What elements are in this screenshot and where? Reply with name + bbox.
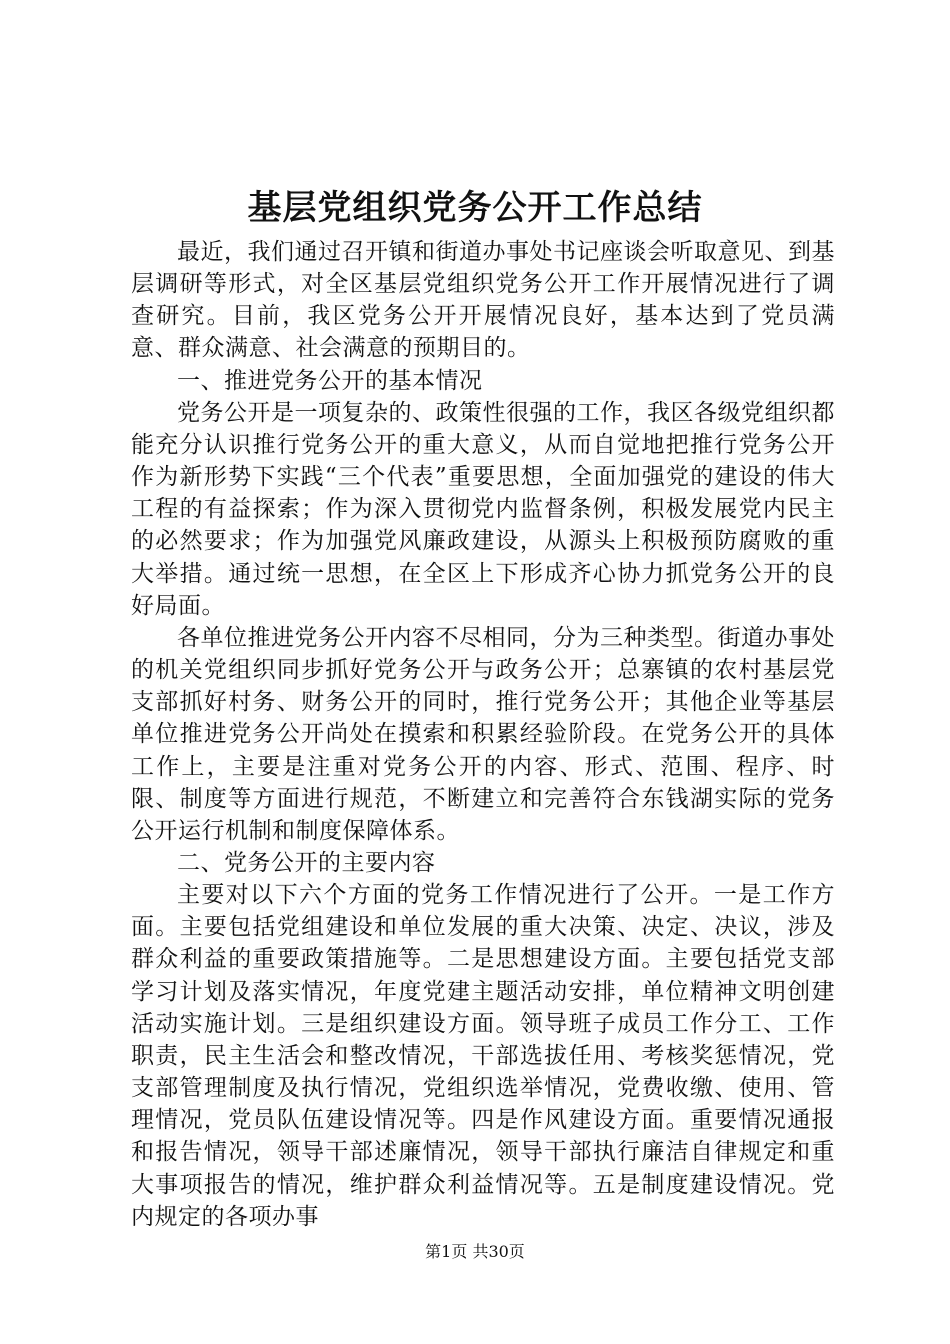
paragraph-intro: 最近，我们通过召开镇和街道办事处书记座谈会听取意见、到基层调研等形式，对全区基层党组织党务公开工作开展情况进行了调查研究。目前，我区党务公开开展情况良好，基本达到了党员满意、群众满意、社会满意的预期目的。	[131, 239, 835, 362]
section-heading-2: 二、党务公开的主要内容	[177, 849, 436, 876]
document-body	[131, 236, 835, 1233]
paragraph-section1-a: 党务公开是一项复杂的、政策性很强的工作，我区各级党组织都能充分认识推行党务公开的重大意义，从而自觉地把推行党务公开作为新形势下实践“三个代表”重要思想，全面加强党的建设的伟大工程的有益探索；作为深入贯彻党内监督条例，积极发展党内民主的必然要求；作为加强党风廉政建设，从源头上积极预防腐败的重大举措。通过统一思想，在全区上下形成齐心协力抓党务公开的良好局面。	[131, 399, 835, 619]
paragraph-section2-a: 主要对以下六个方面的党务工作情况进行了公开。一是工作方面。主要包括党组建设和单位发展的重大决策、决定、决议，涉及群众利益的重要政策措施等。二是思想建设方面。主要包括党支部学习计划及落实情况，年度党建主题活动安排，单位精神文明创建活动实施计划。三是组织建设方面。领导班子成员工作分工、工作职责，民主生活会和整改情况，干部选拔任用、考核奖惩情况，党支部管理制度及执行情况，党组织选举情况，党费收缴、使用、管理情况，党员队伍建设情况等。四是作风建设方面。重要情况通报和报告情况，领导干部述廉情况，领导干部执行廉洁自律规定和重大事项报告的情况，维护群众利益情况等。五是制度建设情况。党内规定的各项办事	[131, 882, 835, 1230]
page-footer: 第1页 共30页	[425, 1242, 525, 1261]
document-title: 基层党组织党务公开工作总结	[247, 188, 703, 228]
section-heading-1: 一、推进党务公开的基本情况	[177, 367, 483, 394]
paragraph-section1-b: 各单位推进党务公开内容不尽相同，分为三种类型。街道办事处的机关党组织同步抓好党务公开与政务公开；总寨镇的农村基层党支部抓好村务、财务公开的同时，推行党务公开；其他企业等基层单位推进党务公开尚处在摸索和积累经验阶段。在党务公开的具体工作上，主要是注重对党务公开的内容、形式、范围、程序、时限、制度等方面进行规范，不断建立和完善符合东钱湖实际的党务公开运行机制和制度保障体系。	[131, 624, 835, 844]
